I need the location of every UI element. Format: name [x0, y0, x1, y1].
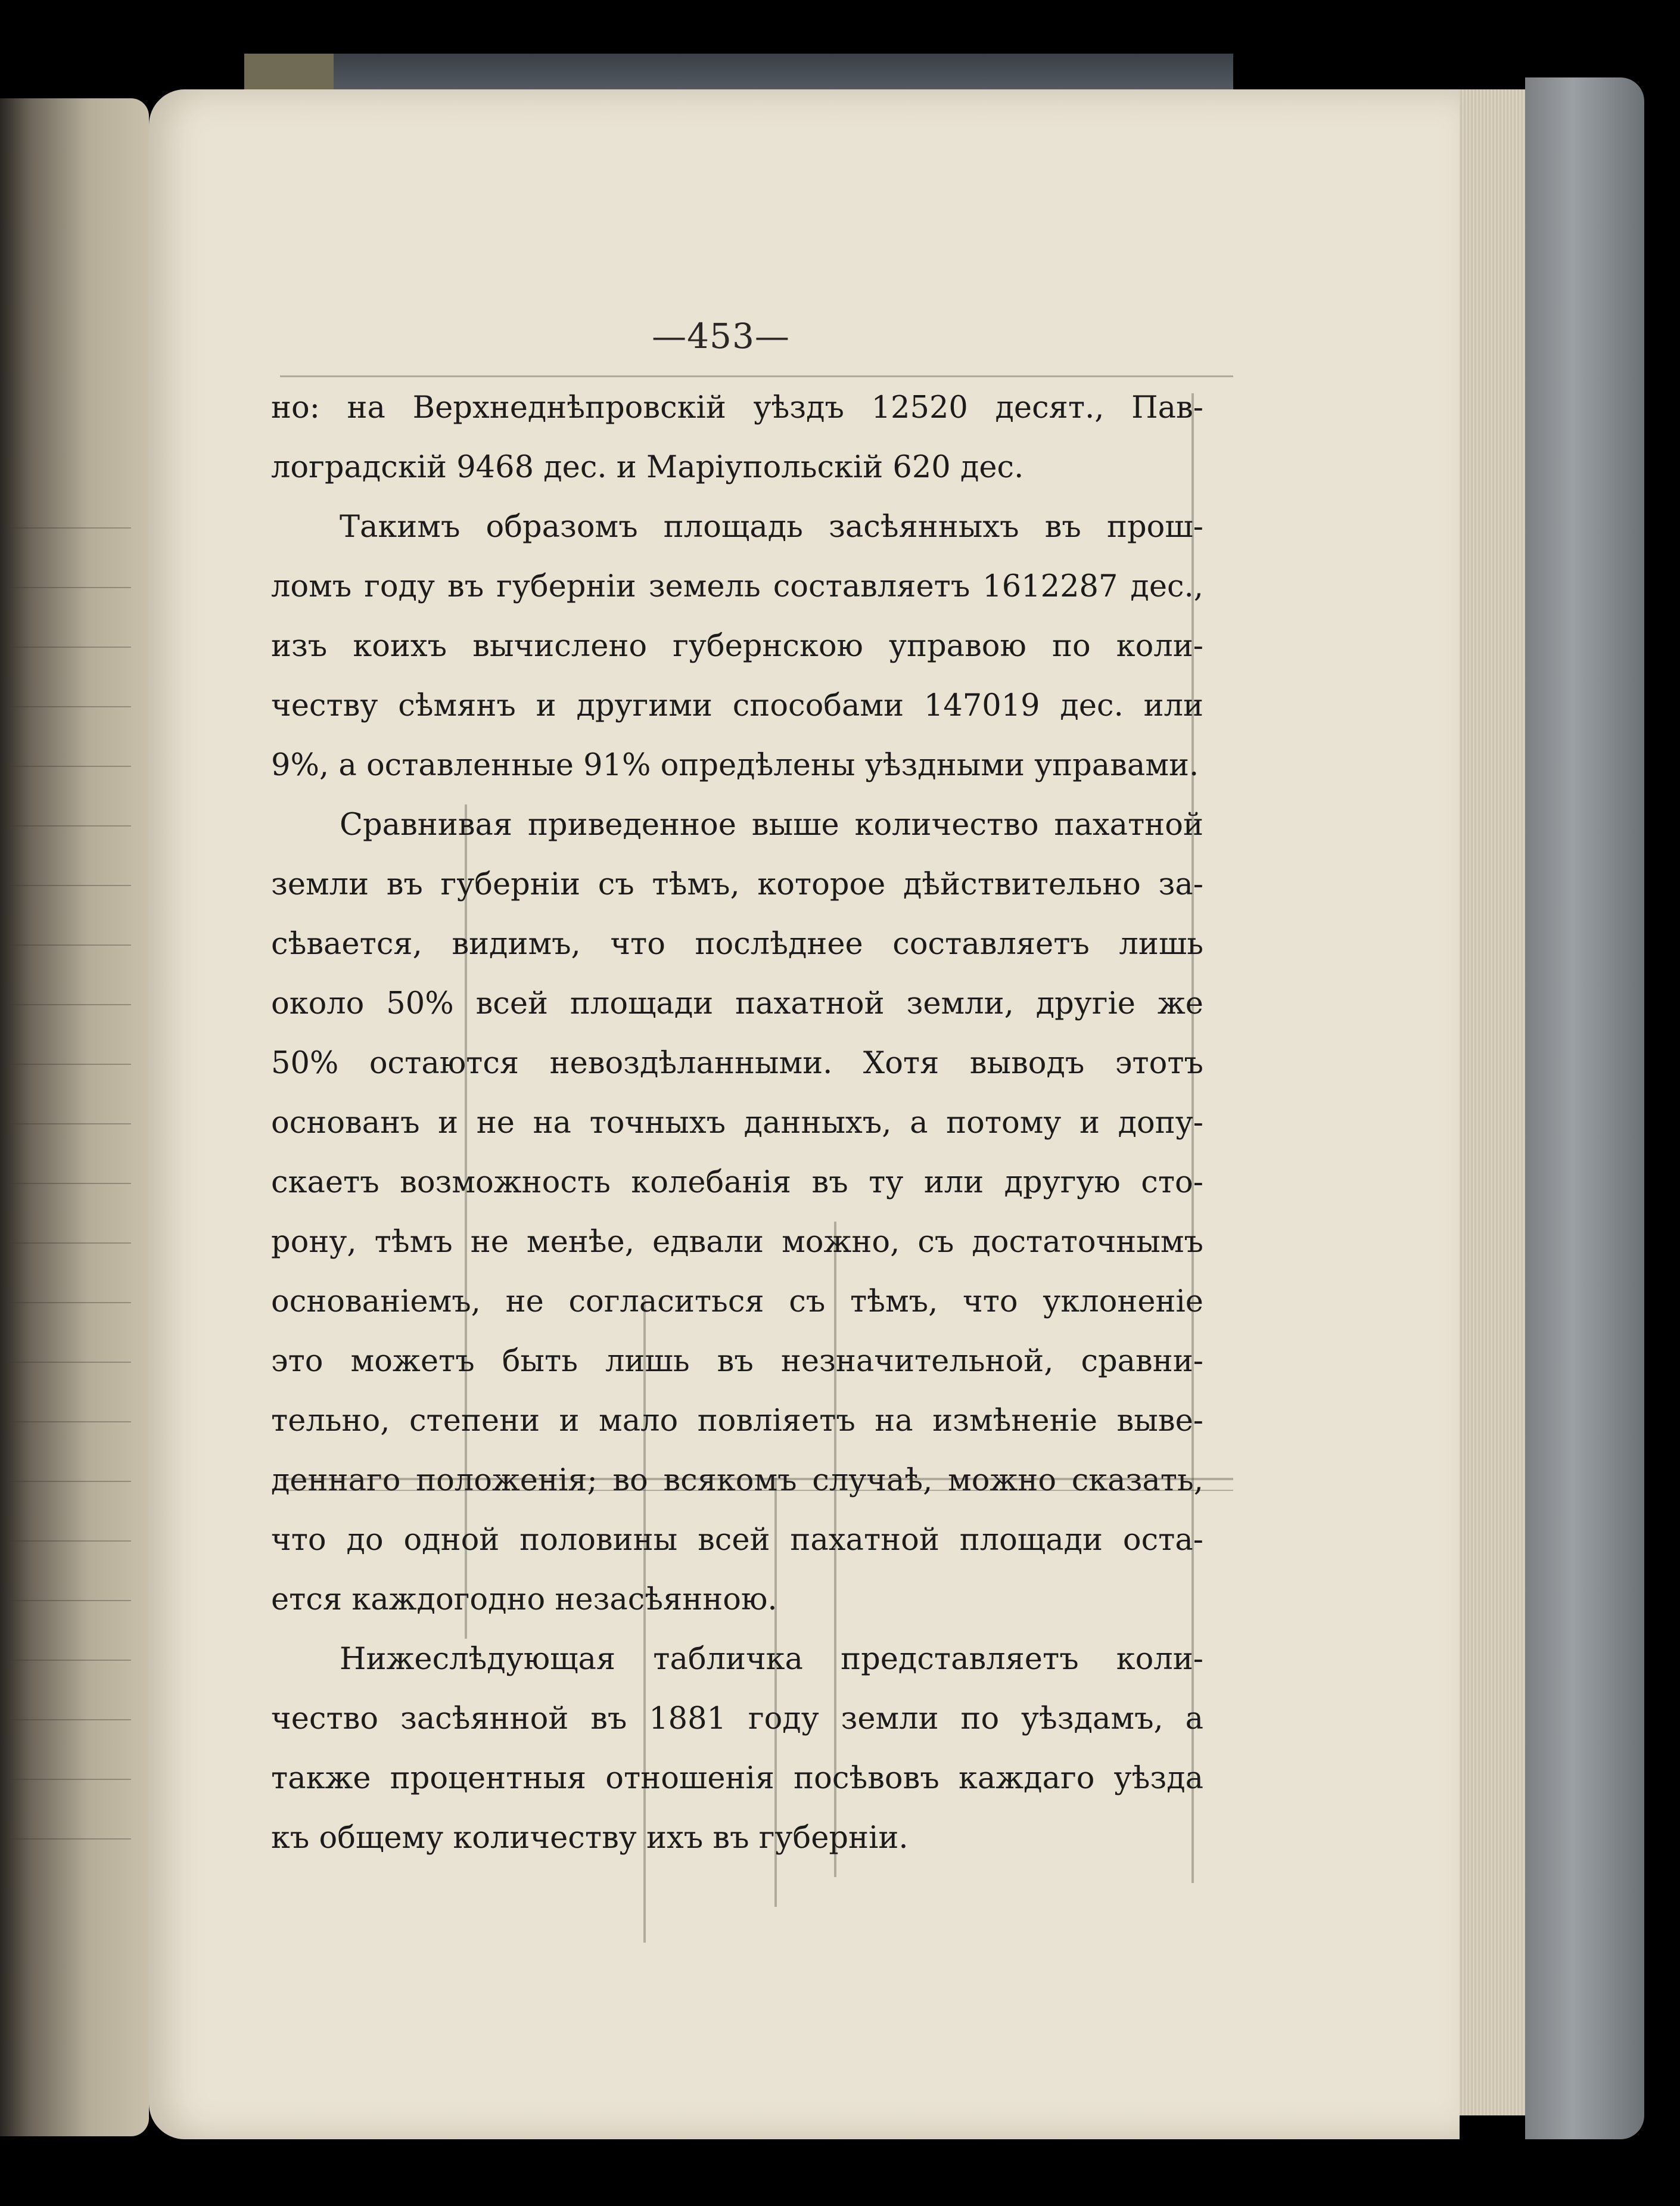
text-line: Такимъ образомъ площадь засѣянныхъ въ прош- [340, 509, 1203, 545]
bleed-line [6, 766, 131, 767]
text-line: тельно, степени и мало повліяетъ на измѣненіе выве- [271, 1403, 1203, 1438]
bleed-line [6, 1242, 131, 1244]
text-line: 50% остаются невоздѣланными. Хотя выводъ этотъ [271, 1046, 1203, 1081]
bleed-line [6, 1302, 131, 1303]
page-number: —453— [652, 316, 790, 356]
bleed-line [6, 527, 131, 529]
bleed-line [6, 1481, 131, 1482]
book-cover-right [1525, 77, 1644, 2139]
text-line: Нижеслѣдующая табличка представляетъ коли- [340, 1642, 1203, 1677]
bleed-line [6, 1600, 131, 1601]
bleed-line [6, 1779, 131, 1780]
text-line: земли въ губерніи съ тѣмъ, которое дѣйствительно за- [271, 867, 1203, 902]
show-through-rule [280, 375, 1233, 377]
text-line: честву сѣмянъ и другими способами 147019 дес. или [271, 688, 1203, 723]
bleed-line [6, 1123, 131, 1124]
bleed-line [6, 1183, 131, 1184]
text-line: рону, тѣмъ не менѣе, едвали можно, съ достаточнымъ [271, 1225, 1203, 1260]
bleed-line [6, 1540, 131, 1542]
text-line: но: на Верхнеднѣпровскій уѣздъ 12520 десят., Пав- [271, 390, 1203, 425]
bleed-line [6, 1719, 131, 1720]
bleed-line [6, 1362, 131, 1363]
text-line: Сравнивая приведенное выше количество пахатной [340, 807, 1203, 843]
text-line: изъ коихъ вычислено губернскою управою по коли- [271, 629, 1203, 664]
bleed-line [6, 1660, 131, 1661]
text-line: къ общему количеству ихъ въ губерніи. [271, 1820, 909, 1856]
bleed-line [6, 587, 131, 588]
text-line: деннаго положенія; во всякомъ случаѣ, можно сказать, [271, 1463, 1203, 1498]
text-line: основанъ и не на точныхъ данныхъ, а потому и допу- [271, 1105, 1203, 1141]
bleed-line [6, 1064, 131, 1065]
text-line: ломъ году въ губерніи земель составляетъ 1612287 дес., [271, 569, 1203, 604]
text-line: скаетъ возможность колебанія въ ту или другую сто- [271, 1165, 1203, 1200]
bleed-line [6, 944, 131, 946]
bleed-line [6, 647, 131, 648]
text-line: чество засѣянной въ 1881 году земли по уѣздамъ, а [271, 1701, 1203, 1736]
text-line: это можетъ быть лишь въ незначительной, сравни- [271, 1344, 1203, 1379]
bleed-line [6, 825, 131, 827]
text-line: сѣвается, видимъ, что послѣднее составляетъ лишь [271, 927, 1203, 962]
bleed-line [6, 885, 131, 886]
bleed-line [6, 706, 131, 707]
text-line: ется каждогодно незасѣянною. [271, 1582, 777, 1617]
text-line: около 50% всей площади пахатной земли, другіе же [271, 986, 1203, 1021]
text-line: 9%, а оставленные 91% опредѣлены уѣздными управами. [271, 748, 1199, 783]
bleed-line [6, 1421, 131, 1422]
bleed-line [6, 1838, 131, 1840]
bleed-line [6, 1004, 131, 1005]
body-text [271, 378, 1203, 1868]
text-line: лоградскій 9468 дес. и Маріупольскій 620 дес. [271, 450, 1024, 485]
previous-page-edge [0, 98, 149, 2136]
text-line: также процентныя отношенія посѣвовъ каждаго уѣзда [271, 1761, 1203, 1796]
text-line: что до одной половины всей пахатной площади оста- [271, 1523, 1203, 1558]
text-line: основаніемъ, не согласиться съ тѣмъ, что уклоненіе [271, 1284, 1203, 1319]
